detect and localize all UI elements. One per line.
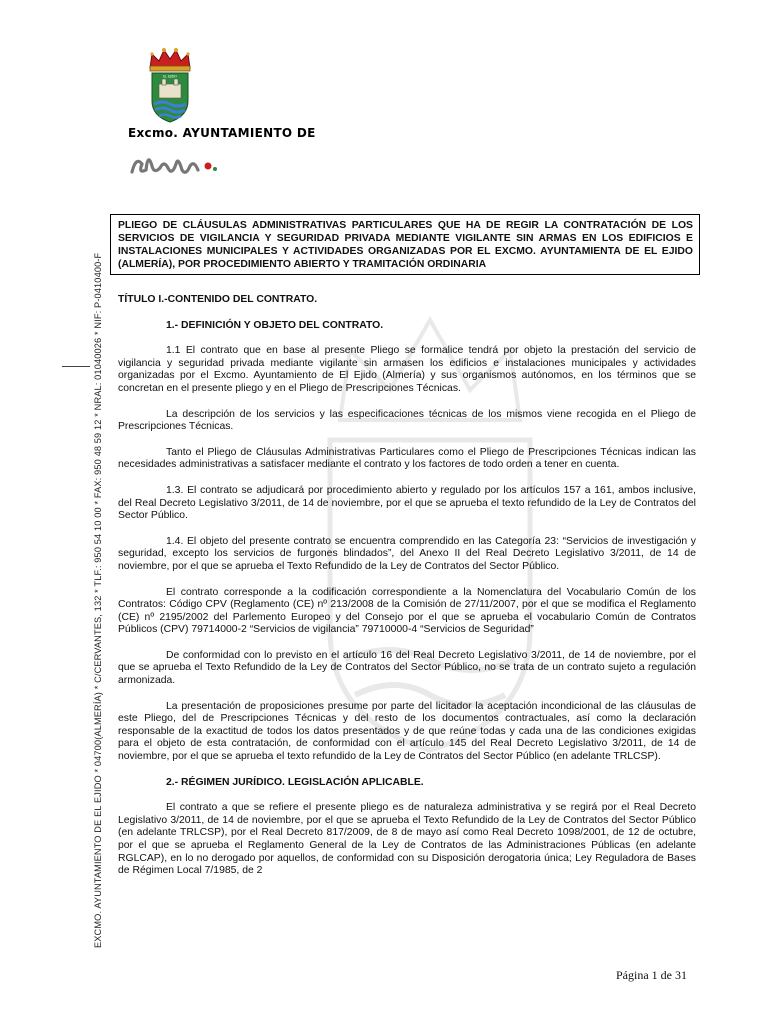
crest-text: EL EJIDO [163, 74, 177, 79]
document-body [118, 294, 696, 891]
document-title: PLIEGO DE CLÁUSULAS ADMINISTRATIVAS PARTICULARES QUE HA DE REGIR LA CONTRATACIÓN DE LOS SERVICIOS DE VIGILANCIA Y SEGURIDAD PRIVADA MEDIANTE VIGILANTE SIN ARMAS EN LOS EDIFICIOS E INSTALACIONES MUNICIPALES Y ACTIVIDADES ORGANIZADAS POR EL EXCMO. AYUNTAMIENTA DE EL EJIDO (ALMERÍA), POR PROCEDIMIENTO ABIERTO Y TRAMITACIÓN ORDINARIA [110, 214, 700, 275]
sidebar-address-text: EXCMO. AYUNTAMIENTO DE EL EJIDO * 04700(ALMERÍA) * C/CERVANTES, 132 * TLF.: 950 54 10 00 * FAX: 950 48 59 12 * NRAL: 01040026 * NIF: P-0410400-F [93, 252, 103, 948]
paragraph: El contrato a que se refiere el presente pliego es de naturaleza administrativa y se regirá por el Real Decreto Legislativo 3/2011, de 14 de noviembre, por el que se aprueba el Texto Refundido de la Ley de Contratos del Sector Público (en adelante TRLCSP), por el Real Decreto 817/2009, de 8 de mayo así como Real Decreto 1098/2001, de 12 de octubre, por el que se aprueba el Reglamento General de la Ley de Contratos de las Administraciones Públicas (en adelante RGLCAP), en lo no derogado por aquellos, de conformidad con su Disposición derogatoria única; Ley Reguladora de Bases de Régimen Local 7/1985, de 2 [118, 802, 696, 877]
fold-mark [62, 366, 90, 367]
el-ejido-logo [128, 142, 228, 182]
logo-word-text: el ejido. [128, 142, 132, 143]
paragraph: De conformidad con lo previsto en el artículo 16 del Real Decreto Legislativo 3/2011, de 14 de noviembre, por el que se aprueba el Texto Refundido de la Ley de Contratos del Sector Público, no se trata de un contrato sujeto a regulación armonizada. [118, 649, 696, 687]
vertical-address-strip [80, 218, 103, 948]
page-number: Página 1 de 31 [616, 968, 687, 982]
subsection-title-2: 2.- RÉGIMEN JURÍDICO. LEGISLACIÓN APLICABLE. [166, 776, 424, 788]
paragraph: La presentación de proposiciones presume por parte del licitador la aceptación incondicional de las cláusulas de este Pliego, del de Prescripciones Técnicas y del resto de los documentos contractuales, así como la declaración responsable de la exactitud de todos los datos presentados y de que reúne todas y cada una de las condiciones exigidas para el objeto de esta contratación, de conformidad con el artículo 145 del Real Decreto Legislativo 3/2011, de 14 de noviembre, por el que se aprueba el texto refundido de la Ley de Contratos del Sector Público (en adelante TRLCSP). [118, 700, 696, 763]
coat-of-arms-icon [142, 46, 198, 126]
paragraph: 1.1 El contrato que en base al presente Pliego se formalice tendrá por objeto la prestación del servicio de vigilancia y seguridad privada mediante vigilante sin armasen los edificios e instalaciones municipales y actividades organizadas por el Excmo. Ayuntamiento de El Ejido (Almería) y sus organismos autónomos, en los términos que se concretan en el presente pliego y en el Pliego de Prescripciones Técnicas. [118, 345, 696, 394]
organization-name: Excmo. AYUNTAMIENTO DE [128, 126, 316, 140]
paragraph: 1.3. El contrato se adjudicará por procedimiento abierto y regulado por los artículos 157 a 161, ambos inclusive, del Real Decreto Legislativo 3/2011, de 14 de noviembre, por el que se aprueba el texto refundido de la Ley de Contratos del Sector Público. [118, 484, 696, 522]
section-title-1: TÍTULO I.-CONTENIDO DEL CONTRATO. [118, 294, 318, 305]
paragraph: La descripción de los servicios y las especificaciones técnicas de los mismos viene recogida en el Pliego de Prescripciones Técnicas. [118, 408, 696, 433]
subsection-title-1: 1.- DEFINICIÓN Y OBJETO DEL CONTRATO. [166, 319, 384, 331]
paragraph: Tanto el Pliego de Cláusulas Administrativas Particulares como el Pliego de Prescripciones Técnicas indican las necesidades administrativas a satisfacer mediante el contrato y los factores de todo orden a tener en cuenta. [118, 446, 696, 471]
paragraph: El contrato corresponde a la codificación correspondiente a la Nomenclatura del Vocabulario Común de los Contratos: Código CPV (Reglamento (CE) nº 213/2008 de la Comisión de 27/11/2007, por el que se modifica el Reglamento (CE) nº 2195/2002 del Parlemento Europeo y del Consejo por el que se aprueba el vocabulario Común de Contratos Públicos (CPV) 79714000-2 “Servicios de vigilancia” 79710000-4 “Servicios de Seguridad” [118, 586, 696, 636]
paragraph: 1.4. El objeto del presente contrato se encuentra comprendido en las Categoría 23: “Servicios de investigación y seguridad, excepto los servicios de furgones blindados”, del Anexo II del Real Decreto Legislativo 3/2011, de 14 de noviembre, por el que se aprueba el Texto Refundido de la Ley de Contratos del Sector Público. [118, 535, 696, 572]
